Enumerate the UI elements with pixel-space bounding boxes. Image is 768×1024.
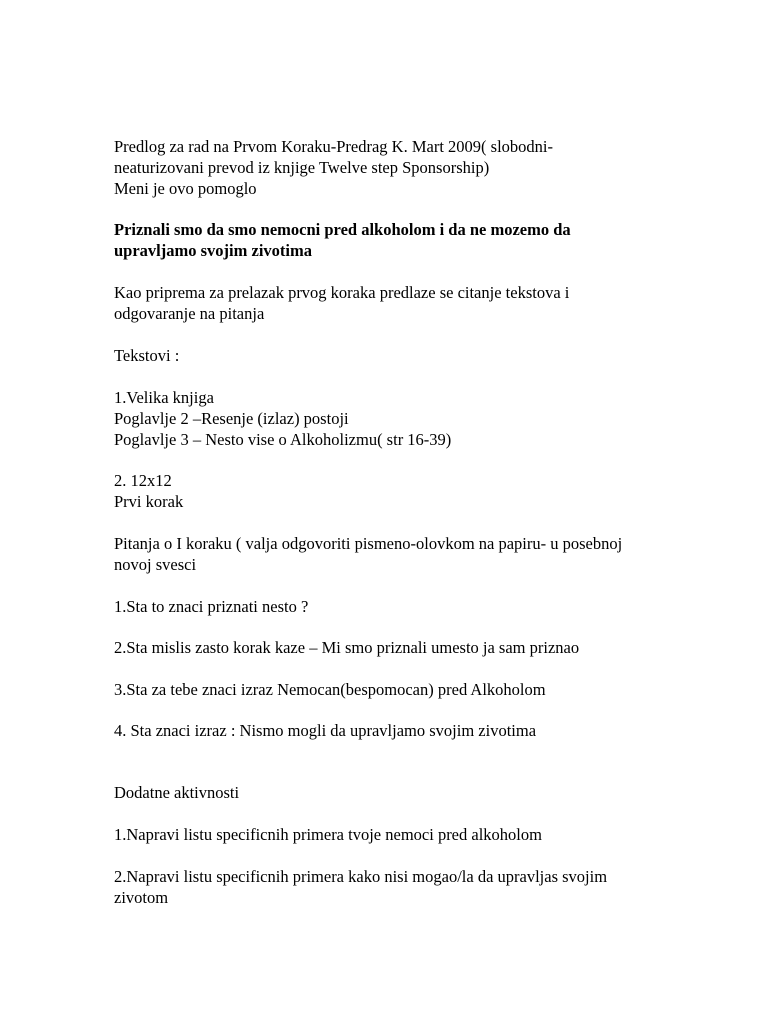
header-line-2: neaturizovani prevod iz knjige Twelve step Sponsorship) — [114, 158, 490, 177]
questions-intro-line-2: novoj svesci — [114, 555, 197, 574]
intro-line-2: odgovaranje na pitanja — [114, 304, 265, 323]
texts-heading: Tekstovi : — [114, 346, 180, 365]
header-line-3: Meni je ovo pomoglo — [114, 179, 257, 198]
activity-item-2-line-2: zivotom — [114, 888, 169, 907]
step-title-line-1: Priznali smo da smo nemocni pred alkoholom i da ne mozemo da — [114, 220, 571, 239]
texts-group-1-item: Poglavlje 2 –Resenje (izlaz) postoji — [114, 409, 349, 428]
texts-group-2-item: Prvi korak — [114, 492, 184, 511]
questions-intro-line-1: Pitanja o I koraku ( valja odgovoriti pismeno-olovkom na papiru- u posebnoj — [114, 534, 623, 553]
step-title-line-2: upravljamo svojim zivotima — [114, 241, 312, 260]
texts-group-1-item: Poglavlje 3 – Nesto vise o Alkoholizmu( str 16-39) — [114, 430, 452, 449]
question-item: 3.Sta za tebe znaci izraz Nemocan(bespomocan) pred Alkoholom — [114, 680, 546, 699]
header-line-1: Predlog za rad na Prvom Koraku-Predrag K. Mart 2009( slobodni- — [114, 137, 553, 156]
activity-item-2-line-1: 2.Napravi listu specificnih primera kako nisi mogao/la da upravljas svojim — [114, 867, 608, 886]
texts-group-1-title: 1.Velika knjiga — [114, 388, 214, 407]
texts-group-2-title: 2. 12x12 — [114, 471, 172, 490]
activity-item-1: 1.Napravi listu specificnih primera tvoje nemoci pred alkoholom — [114, 825, 542, 844]
question-item: 2.Sta mislis zasto korak kaze – Mi smo priznali umesto ja sam priznao — [114, 638, 580, 657]
activities-heading: Dodatne aktivnosti — [114, 783, 240, 802]
question-item: 4. Sta znaci izraz : Nismo mogli da upravljamo svojim zivotima — [114, 721, 537, 740]
intro-line-1: Kao priprema za prelazak prvog koraka predlaze se citanje tekstova i — [114, 283, 570, 302]
question-item: 1.Sta to znaci priznati nesto ? — [114, 597, 309, 616]
